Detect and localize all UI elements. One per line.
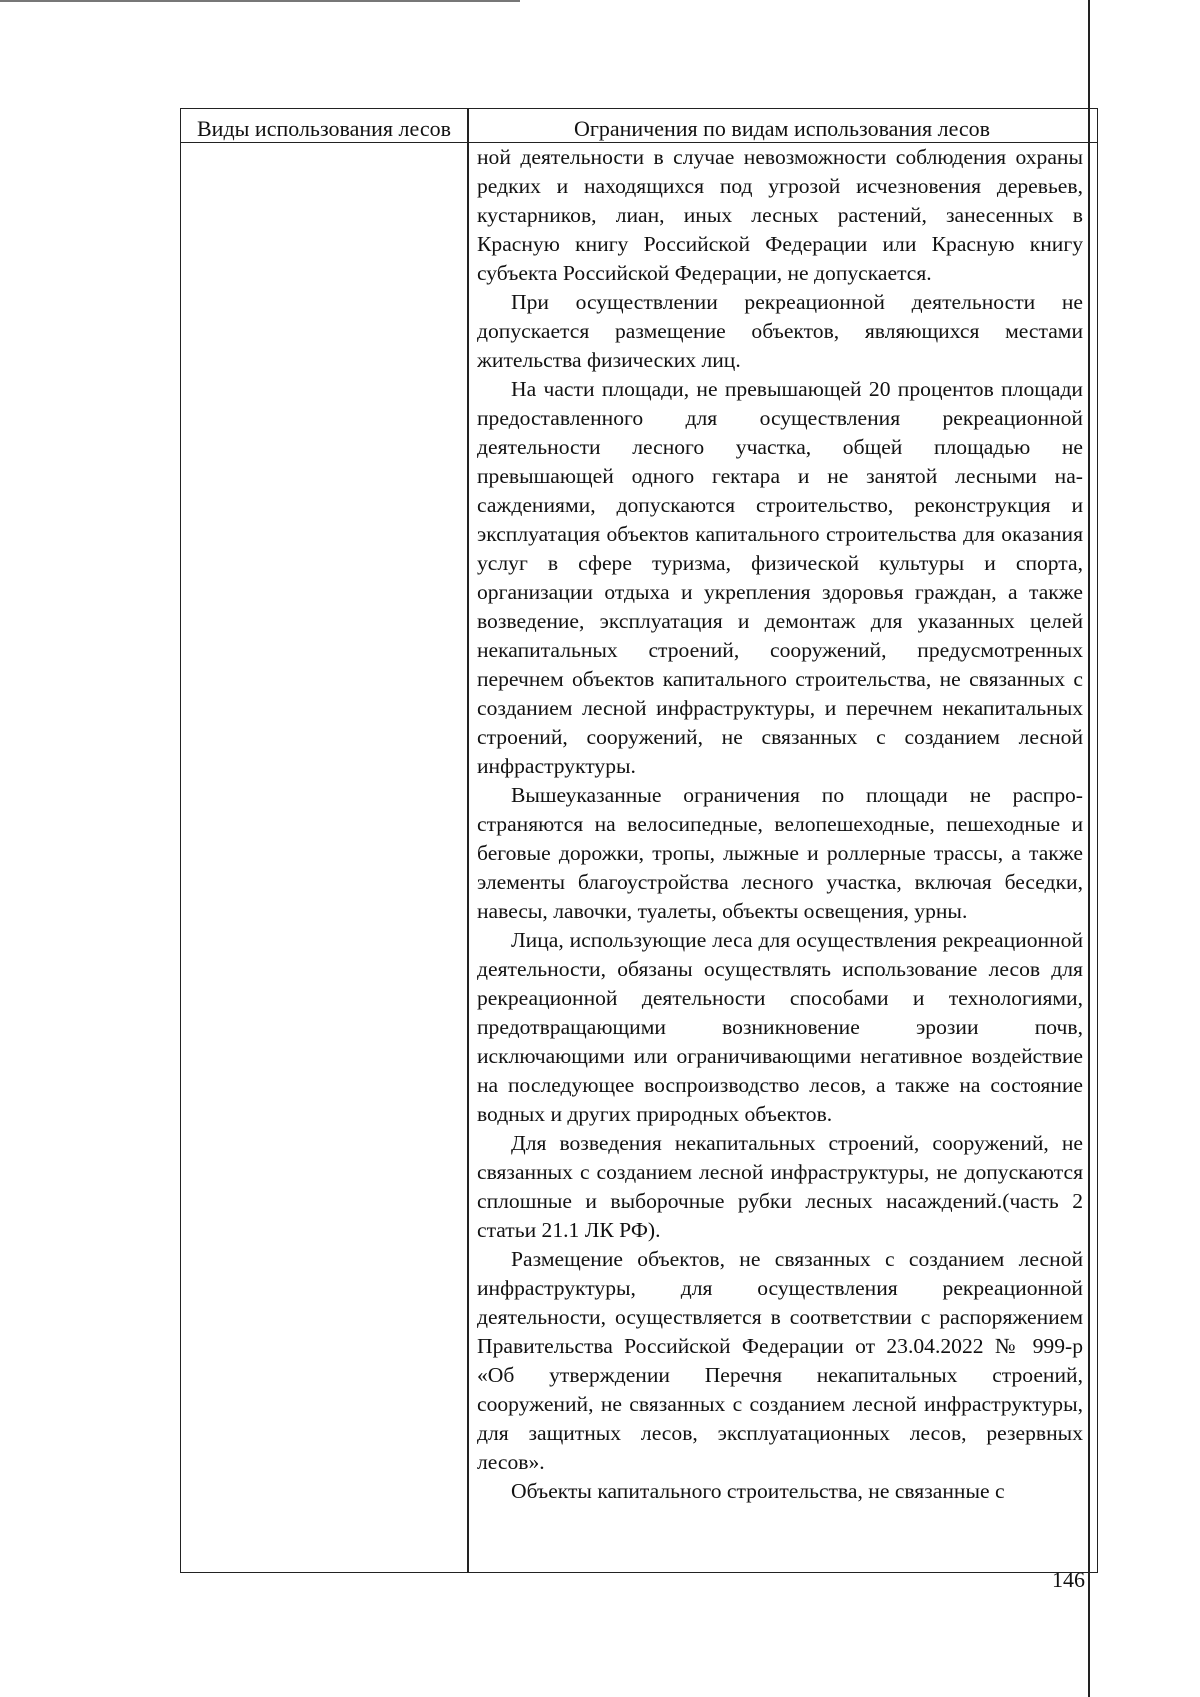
restrictions-text-cell xyxy=(477,143,1083,1571)
paragraph: На части площади, не превышающей 20 процентов площади предоставленного для осуществления рекреационной деятельности лесного участка, общей площадью не превышающей одного гектара и не занятой лесными насаждениями, допускаются строительство, реконструкция и эксплуатация объектов капитального строительства для оказания услуг в сфере туризма, физической культуры и спорта, организации отдыха и укрепления здоровья граждан, а также возведение, эксплуатация и демонтаж для указанных целей некапитальных строений, сооружений, предусмотренных перечнем объектов капитального строительства, не связанных с созданием лесной инфраструктуры, и перечнем некапитальных строений, сооружений, не связанных с созданием лесной инфраструктуры. xyxy=(477,377,1083,778)
paragraph: Для возведения некапитальных строений, сооружений, не связанных с созданием лесной инфраструктуры, не допускаются сплошные и выборочные рубки лесных насаждений.(часть 2 статьи 21.1 ЛК РФ). xyxy=(477,1131,1083,1242)
paragraph: При осуществлении рекреационной деятельности не допускается размещение объектов, являющихся местами жительства физических лиц. xyxy=(477,290,1083,372)
restrictions-table xyxy=(180,108,1098,1573)
paragraph: Объекты капитального строительства, не связанные с xyxy=(511,1479,1005,1503)
table-header xyxy=(181,109,1097,143)
page-number: 146 xyxy=(1052,1567,1085,1592)
column-divider xyxy=(467,109,469,1572)
paragraph: Лица, использующие леса для осуществления рекреационной деятельности, обязаны осуществлять использование лесов для рекреационной деятельности способами и технологиями, предотвращающими возникновение эрозии почв, исключающими или ограничивающими негативное воздействие на последующее воспроизводство лесов, а также на состояние водных и других природных объектов. xyxy=(477,928,1083,1126)
paragraph: ной деятельности в случае невозможности соблюдения охраны редких и находящихся под угрозой исчезновения деревьев, кустарников, лиан, иных лесных растений, занесенных в Красную книгу Российской Федерации или Красную книгу субъекта Российской Федерации, не допускается. xyxy=(477,145,1083,285)
paragraph: Размещение объектов, не связанных с созданием лесной инфраструктуры, для осуществления рекреационной деятельности, осуществляется в соответствии с распоряжением Правительства Российской Федерации от 23.04.2022 № 999-р «Об утверждении Перечня некапитальных строений, сооружений, не связанных с созданием лесной инфраструктуры, для защитных лесов, эксплуатационных лесов, резервных лесов». xyxy=(477,1247,1083,1474)
header-restrictions: Ограничения по видам использования лесов xyxy=(573,116,991,141)
scan-edge-line xyxy=(0,0,520,2)
paragraph: Вышеуказанные ограничения по площади не распространяются на велосипедные, велопешеходные, пешеходные и беговые дорожки, тропы, лыжные и роллерные трассы, а также элементы благоустройства лесного участка, включая беседки, навесы, лавочки, туалеты, объекты освещения, урны. xyxy=(477,783,1083,923)
header-forest-use-types: Виды использования лесов xyxy=(197,116,451,141)
